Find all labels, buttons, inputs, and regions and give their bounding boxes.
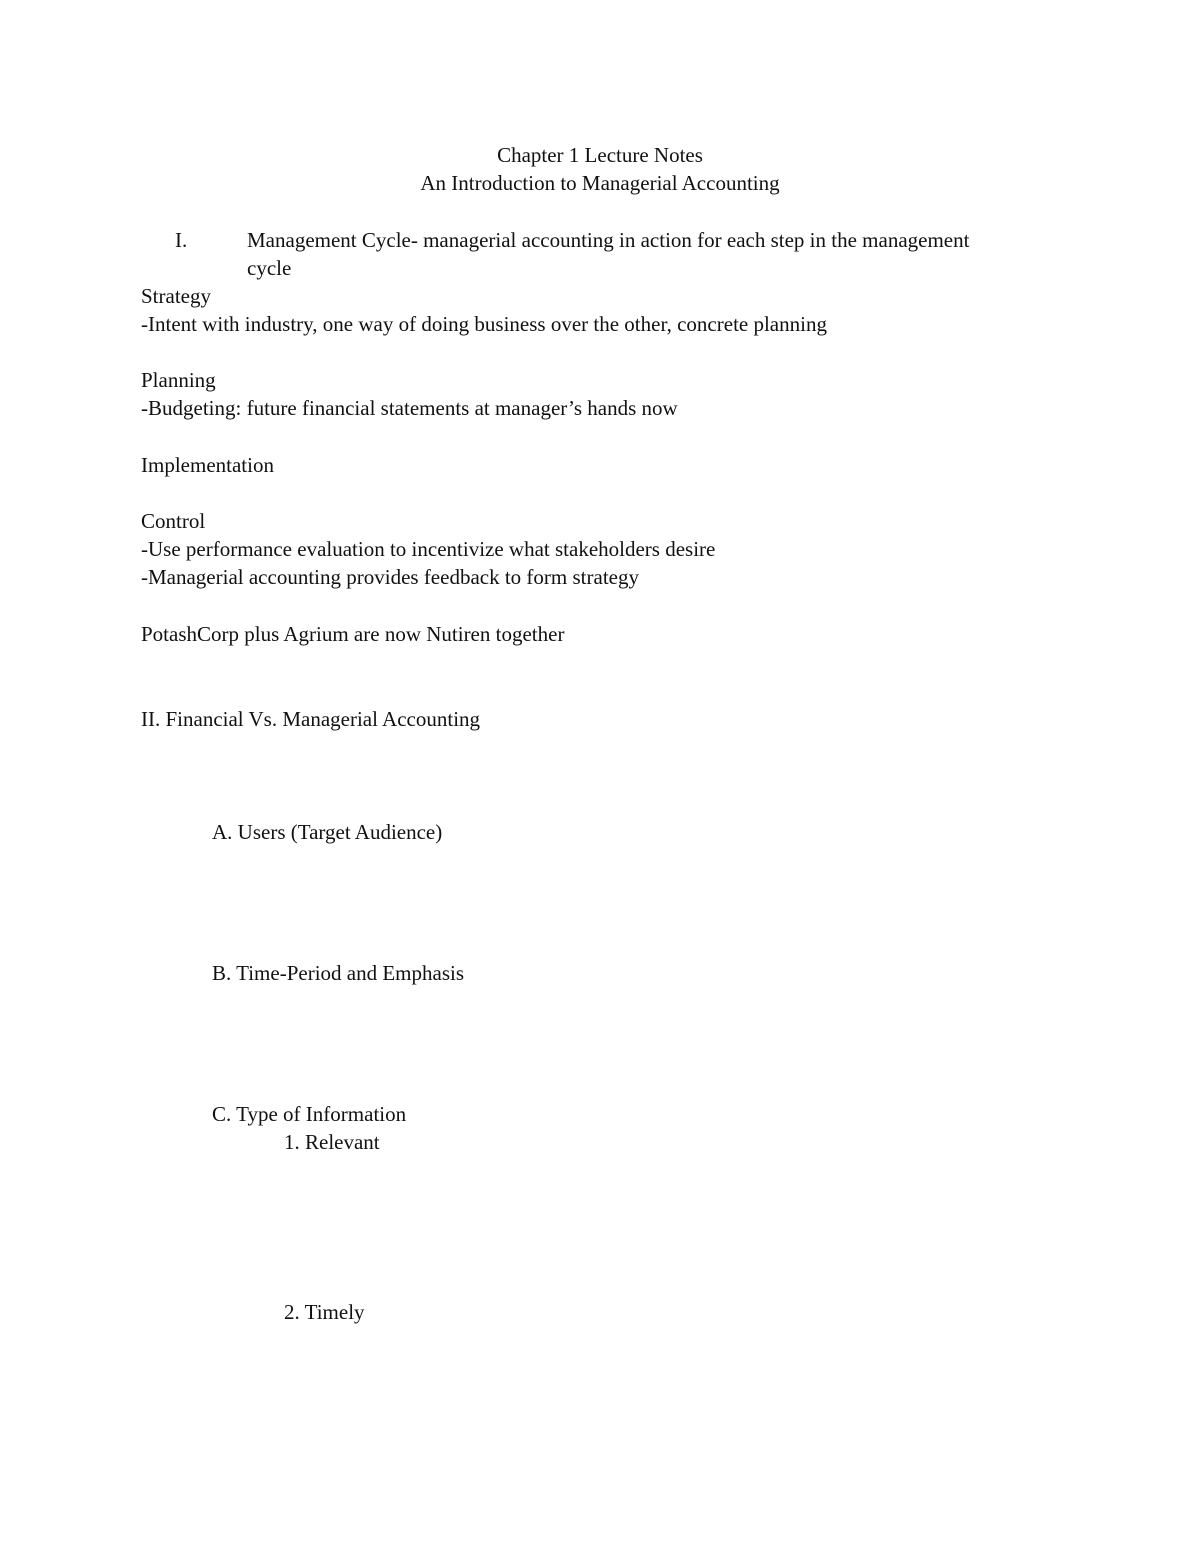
strategy-label: Strategy [141, 284, 211, 308]
section-2-heading: II. Financial Vs. Managerial Accounting [141, 707, 481, 731]
implementation-label: Implementation [141, 453, 274, 477]
section-1-heading: Management Cycle- managerial accounting in action for each step in the management [247, 228, 970, 252]
control-note-1: -Use performance evaluation to incentivize what stakeholders desire [141, 537, 716, 561]
strategy-note: -Intent with industry, one way of doing business over the other, concrete planning [141, 312, 827, 336]
document-subtitle: An Introduction to Managerial Accounting [420, 171, 780, 195]
section-2-item-a: A. Users (Target Audience) [212, 820, 443, 844]
section-1-heading-continued: cycle [247, 256, 292, 280]
section-2-item-b: B. Time-Period and Emphasis [212, 961, 465, 985]
document-title: Chapter 1 Lecture Notes [497, 143, 703, 167]
section-1-numeral: I. [175, 228, 188, 252]
section-2-item-c-1: 1. Relevant [284, 1130, 380, 1154]
section-2-item-c-2: 2. Timely [284, 1300, 365, 1324]
planning-label: Planning [141, 368, 216, 392]
control-label: Control [141, 509, 206, 533]
control-note-2: -Managerial accounting provides feedback to form strategy [141, 565, 639, 589]
section-2-item-c: C. Type of Information [212, 1102, 407, 1126]
planning-note: -Budgeting: future financial statements at manager’s hands now [141, 396, 678, 420]
merger-note: PotashCorp plus Agrium are now Nutiren together [141, 622, 565, 646]
